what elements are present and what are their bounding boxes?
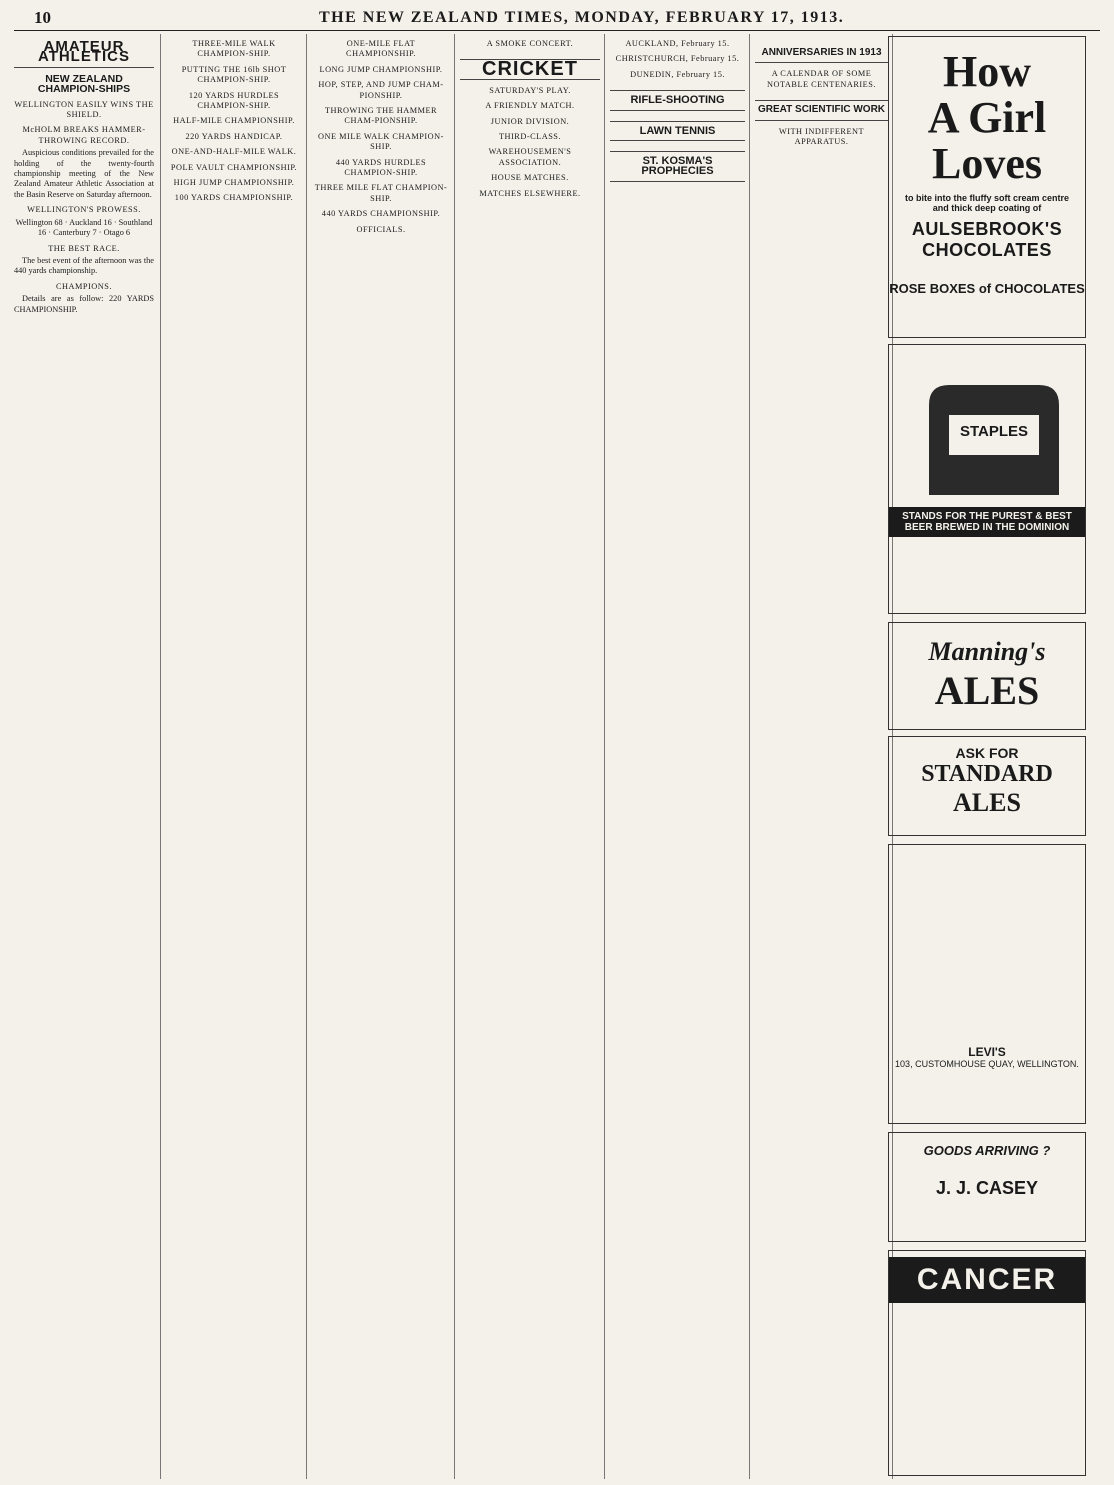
hand-illustration bbox=[889, 345, 1085, 507]
advert-word: How bbox=[943, 47, 1031, 96]
section-heading: MATCHES ELSEWHERE. bbox=[479, 188, 581, 198]
deck: McHOLM BREAKS HAMMER-THROWING RECORD. bbox=[22, 125, 146, 145]
product-name: ALES bbox=[953, 788, 1021, 817]
column-2 bbox=[166, 34, 302, 1479]
staples-advert bbox=[888, 344, 1086, 614]
brand-name: STANDARD bbox=[921, 761, 1053, 787]
prophecies-heading: ST. KOSMA'S PROPHECIES bbox=[610, 151, 745, 182]
section-heading: HOUSE MATCHES. bbox=[491, 173, 569, 183]
event-heading: OFFICIALS. bbox=[356, 224, 406, 234]
rifle-shooting-heading: RIFLE-SHOOTING bbox=[610, 90, 745, 110]
advert-tagline: to bite into the fluffy soft cream centre and thick deep coating of bbox=[904, 193, 1070, 213]
event-heading: THREE-MILE WALK CHAMPION-SHIP. bbox=[192, 39, 276, 59]
column-4 bbox=[460, 34, 600, 1479]
newspaper-title: THE NEW ZEALAND TIMES, MONDAY, FEBRUARY 17, 1913. bbox=[319, 9, 845, 26]
event-heading: ONE MILE WALK CHAMPION-SHIP. bbox=[318, 131, 444, 152]
headline: AMATEUR ATHLETICS bbox=[14, 42, 154, 68]
column-3 bbox=[312, 34, 450, 1479]
section-heading: WAREHOUSEMEN'S ASSOCIATION. bbox=[488, 147, 572, 167]
section-heading: CHAMPIONS. bbox=[56, 281, 112, 291]
event-heading: POLE VAULT CHAMPIONSHIP. bbox=[170, 162, 298, 172]
masthead bbox=[14, 6, 1100, 31]
event-heading: THROWING THE HAMMER CHAM-PIONSHIP. bbox=[324, 106, 438, 126]
event-heading: THREE MILE FLAT CHAMPION-SHIP. bbox=[314, 183, 448, 203]
paragraph: Details are as follow: 220 YARDS CHAMPIONSHIP. bbox=[14, 294, 154, 314]
paragraph: The best event of the afternoon was the 440 yards championship. bbox=[14, 255, 154, 276]
ask-for-label: ASK FOR bbox=[955, 745, 1019, 761]
brand-name: AULSEBROOK'S bbox=[911, 219, 1063, 239]
event-heading: HALF-MILE CHAMPIONSHIP. bbox=[173, 116, 295, 126]
column-rule bbox=[604, 34, 605, 1479]
hand-sign-text: STAPLES bbox=[959, 423, 1029, 440]
anniversaries-heading: ANNIVERSARIES IN 1913 bbox=[755, 44, 888, 63]
levis-advert bbox=[888, 844, 1086, 1124]
agent-name: J. J. CASEY bbox=[935, 1178, 1039, 1198]
column-rule bbox=[306, 34, 307, 1479]
product-name: CHOCOLATES bbox=[922, 240, 1052, 260]
column-rule bbox=[454, 34, 455, 1479]
standard-ales-advert bbox=[888, 736, 1086, 836]
dateline: AUCKLAND, February 15. bbox=[625, 39, 730, 48]
column-rule bbox=[749, 34, 750, 1479]
subheadline: NEW ZEALAND CHAMPION-SHIPS bbox=[37, 72, 131, 96]
section-heading: SATURDAY'S PLAY. bbox=[489, 85, 571, 95]
mannings-advert bbox=[888, 622, 1086, 730]
subheading: A CALENDAR OF SOME NOTABLE CENTENARIES. bbox=[767, 69, 876, 89]
section-heading: THIRD-CLASS. bbox=[498, 132, 561, 142]
advert-heading: GOODS ARRIVING ? bbox=[923, 1143, 1051, 1158]
dateline: CHRISTCHURCH, February 15. bbox=[615, 54, 740, 64]
shop-name: LEVI'S bbox=[968, 1045, 1006, 1059]
event-heading: 220 YARDS HANDICAP. bbox=[185, 131, 283, 141]
lawn-tennis-heading: LAWN TENNIS bbox=[610, 121, 745, 141]
section-heading: A SMOKE CONCERT. bbox=[486, 39, 574, 48]
deck: WELLINGTON EASILY WINS THE SHIELD. bbox=[14, 99, 154, 120]
casey-advert bbox=[888, 1132, 1086, 1242]
event-heading: 100 YARDS CHAMPIONSHIP. bbox=[174, 193, 294, 203]
column-1 bbox=[14, 34, 154, 1479]
event-heading: 120 YARDS HURDLES CHAMPION-SHIP. bbox=[188, 90, 280, 111]
intro-paragraph: Auspicious conditions prevailed for the holding of the twenty-fourth championship meeting of the New Zealand Amateur Athletic Association at the Basin Reserve on Saturday afternoon. bbox=[14, 148, 154, 199]
event-heading: 440 YARDS CHAMPIONSHIP. bbox=[321, 209, 441, 219]
event-heading: HOP, STEP, AND JUMP CHAM-PIONSHIP. bbox=[318, 80, 444, 100]
event-heading: PUTTING THE 16lb SHOT CHAMPION-SHIP. bbox=[181, 64, 287, 85]
event-heading: ONE-AND-HALF-MILE WALK. bbox=[171, 147, 297, 157]
event-heading: HIGH JUMP CHAMPIONSHIP. bbox=[173, 178, 295, 188]
section-heading: JUNIOR DIVISION. bbox=[490, 116, 570, 126]
staples-tagline: STANDS FOR THE PUREST & BEST BEER BREWED IN THE DOMINION bbox=[889, 507, 1085, 537]
dateline: DUNEDIN, February 15. bbox=[630, 69, 725, 79]
advert-heading: CANCER bbox=[889, 1257, 1085, 1303]
event-heading: LONG JUMP CHAMPIONSHIP. bbox=[319, 64, 443, 74]
page-number: 10 bbox=[34, 8, 51, 27]
event-heading: ONE-MILE FLAT CHAMPIONSHIP. bbox=[346, 39, 416, 59]
advert-word: A Girl bbox=[927, 93, 1047, 142]
cancer-cure-advert bbox=[888, 1250, 1086, 1476]
column-5 bbox=[610, 34, 745, 1479]
points-table: Wellington 68 · Auckland 16 · Southland 16 · Canterbury 7 · Otago 6 bbox=[15, 217, 153, 238]
subheading: WITH INDIFFERENT APPARATUS. bbox=[778, 126, 865, 147]
shop-address: 103, CUSTOMHOUSE QUAY, WELLINGTON. bbox=[895, 1059, 1079, 1069]
section-heading: WELLINGTON'S PROWESS. bbox=[27, 205, 141, 215]
column-6 bbox=[755, 34, 888, 1479]
brand-name: Manning's bbox=[928, 637, 1046, 666]
cricket-heading: CRICKET bbox=[460, 59, 600, 79]
advert-product: ROSE BOXES of CHOCOLATES bbox=[889, 281, 1085, 296]
aulsebrook-advert bbox=[888, 36, 1086, 338]
section-heading: THE BEST RACE. bbox=[48, 243, 120, 253]
scientific-work-heading: GREAT SCIENTIFIC WORK bbox=[755, 100, 888, 120]
column-rule bbox=[160, 34, 161, 1479]
advert-word: Loves bbox=[932, 139, 1042, 188]
product-name: ALES bbox=[934, 668, 1040, 713]
section-heading: A FRIENDLY MATCH. bbox=[485, 101, 575, 111]
event-heading: 440 YARDS HURDLES CHAMPION-SHIP. bbox=[335, 157, 427, 178]
